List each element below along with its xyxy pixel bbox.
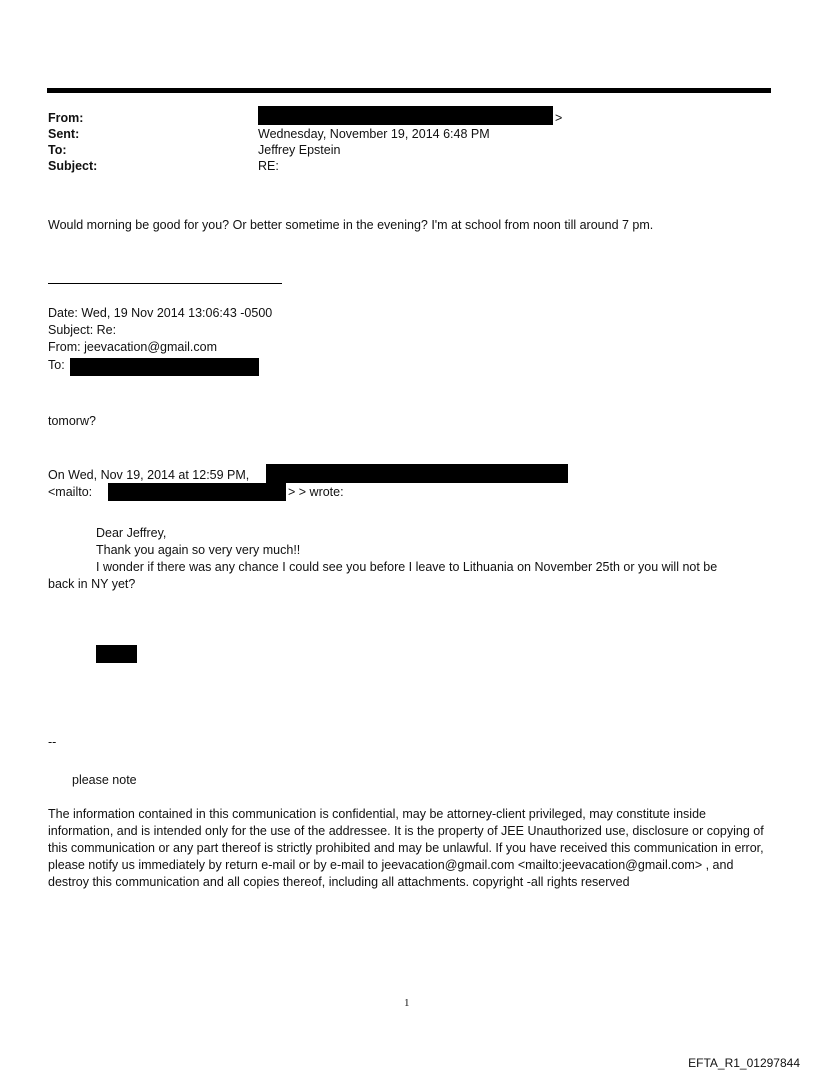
subject-label: Subject: <box>48 159 98 173</box>
quoted-date: Date: Wed, 19 Nov 2014 13:06:43 -0500 <box>48 306 273 320</box>
please-note: please note <box>72 773 137 787</box>
original-line3: back in NY yet? <box>48 577 136 591</box>
original-line2: I wonder if there was any chance I could see you before I leave to Lithuania on November 25th or you will not be <box>96 560 718 574</box>
from-suffix: > <box>555 111 563 125</box>
on-line: On Wed, Nov 19, 2014 at 12:59 PM, <box>48 468 250 482</box>
sent-label: Sent: <box>48 127 80 141</box>
greeting: Dear Jeffrey, <box>96 526 167 540</box>
doc-id: EFTA_R1_01297844 <box>688 1056 800 1070</box>
sent-value: Wednesday, November 19, 2014 6:48 PM <box>258 127 490 141</box>
header-rule <box>47 88 771 93</box>
redaction-mailto <box>108 483 286 501</box>
reply-body: Would morning be good for you? Or better sometime in the evening? I'm at school from noon till around 7 pm. <box>48 218 654 232</box>
disclaimer: The information contained in this communication is confidential, may be attorney-client privileged, may constitute inside information, and is intended only for the use of the addressee. It is the property of JEE Unauthorized use, disclosure or copying of this communication or any part thereof is strictly prohibited and may be unlawful. If you have received this communication in error, please notify us immediately by return e-mail or by e-mail to jeevacation@gmail.com <mailto:jeevacation@gmail.com> , and destroy this communication and all copies thereof, including all attachments. copyright -all rights reserved <box>48 807 764 889</box>
page-number: 1 <box>404 997 410 1009</box>
mailto-suffix: > > wrote: <box>288 485 344 499</box>
mailto-prefix: <mailto: <box>48 485 93 499</box>
quoted-subject: Subject: Re: <box>48 323 117 337</box>
signature-dashes: -- <box>48 735 57 749</box>
redaction-from <box>258 106 553 125</box>
quoted-to-label: To: <box>48 358 65 372</box>
quoted-body: tomorw? <box>48 414 96 428</box>
redaction-to <box>70 358 259 376</box>
subject-value: RE: <box>258 159 279 173</box>
quoted-from: From: jeevacation@gmail.com <box>48 340 217 354</box>
redaction-sender <box>266 464 568 483</box>
quote-separator <box>48 283 282 284</box>
redaction-signature <box>96 645 137 663</box>
original-line1: Thank you again so very very much!! <box>96 543 301 557</box>
to-label: To: <box>48 143 67 157</box>
to-value: Jeffrey Epstein <box>258 143 341 157</box>
from-label: From: <box>48 111 84 125</box>
